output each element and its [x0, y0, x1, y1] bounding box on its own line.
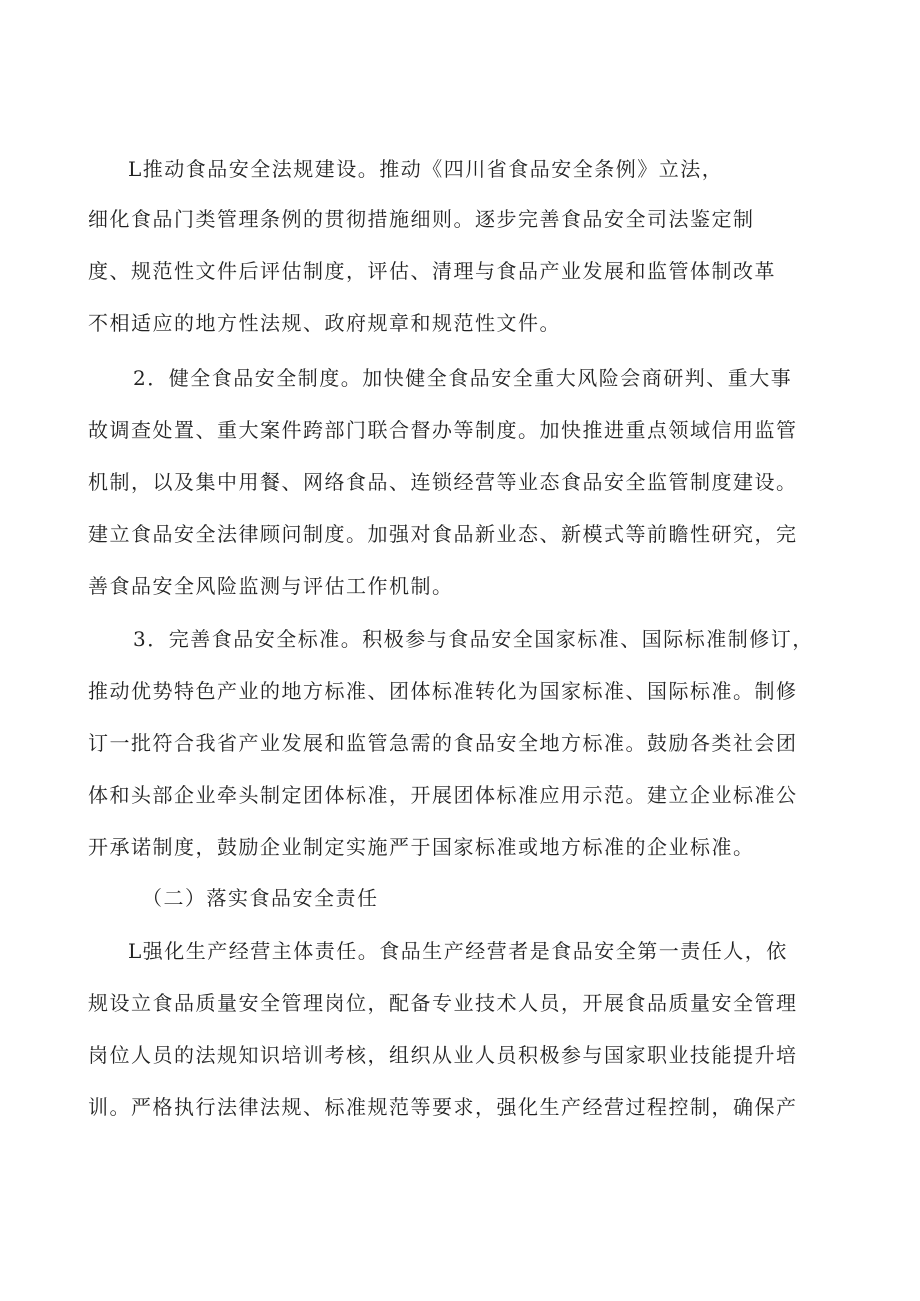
paragraph-1-line-2: 细化食品门类管理条例的贯彻措施细则。逐步完善食品安全司法鉴定制: [88, 207, 755, 231]
paragraph-4-line-3: 岗位人员的法规知识培训考核，组织从业人员积极参与国家职业技能提升培: [88, 1043, 798, 1067]
paragraph-2-line-2: 故调查处置、重大案件跨部门联合督办等制度。加快推进重点领域信用监管: [88, 418, 798, 442]
paragraph-3-line-5: 开承诺制度，鼓励企业制定实施严于国家标准或地方标准的企业标准。: [88, 835, 755, 859]
paragraph-2-line-1: 2．健全食品安全制度。加快健全食品安全重大风险会商研判、重大事: [133, 366, 793, 390]
paragraph-3-line-1: 3．完善食品安全标准。积极参与食品安全国家标准、国际标准制修订，: [133, 627, 814, 651]
paragraph-4-line-1: L强化生产经营主体责任。食品生产经营者是食品安全第一责任人，依: [128, 939, 788, 963]
paragraph-1-line-1: L推动食品安全法规建设。推动《四川省食品安全条例》立法，: [128, 157, 724, 181]
paragraph-2-line-3: 机制，以及集中用餐、网络食品、连锁经营等业态食品安全监管制度建设。: [88, 470, 798, 494]
paragraph-1-line-4: 不相适应的地方性法规、政府规章和规范性文件。: [88, 311, 561, 335]
paragraph-3-line-2: 推动优势特色产业的地方标准、团体标准转化为国家标准、国际标准。制修: [88, 679, 798, 703]
paragraph-2-line-5: 善食品安全风险监测与评估工作机制。: [88, 574, 454, 598]
paragraph-3-line-4: 体和头部企业牵头制定团体标准，开展团体标准应用示范。建立企业标准公: [88, 783, 798, 807]
paragraph-3-line-3: 订一批符合我省产业发展和监管急需的食品安全地方标准。鼓励各类社会团: [88, 731, 798, 755]
paragraph-4-line-4: 训。严格执行法律法规、标准规范等要求，强化生产经营过程控制，确保产: [88, 1095, 798, 1119]
paragraph-2-line-4: 建立食品安全法律顾问制度。加强对食品新业态、新模式等前瞻性研究，完: [88, 522, 798, 546]
paragraph-1-line-3: 度、规范性文件后评估制度，评估、清理与食品产业发展和监管体制改革: [88, 259, 776, 283]
section-heading: （二）落实食品安全责任: [142, 886, 379, 910]
paragraph-4-line-2: 规设立食品质量安全管理岗位，配备专业技术人员，开展食品质量安全管理: [88, 991, 798, 1015]
